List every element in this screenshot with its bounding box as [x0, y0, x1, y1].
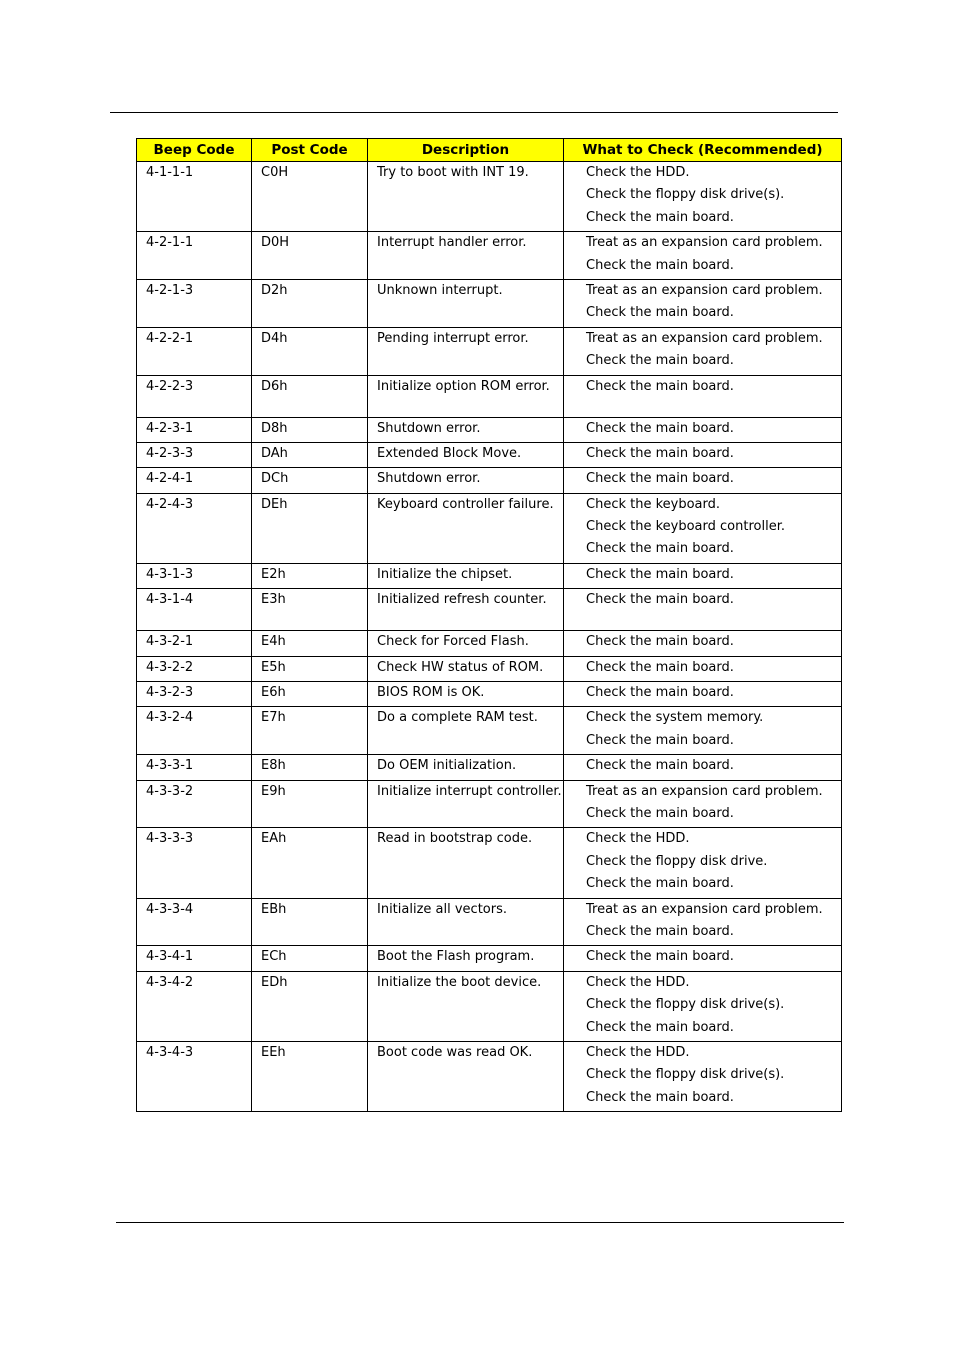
beep-code-cell: 4-3-2-3 [137, 682, 252, 707]
post-code-cell: E9h [252, 780, 368, 828]
description-cell: Check for Forced Flash. [368, 631, 564, 656]
beep-code-cell: 4-2-4-1 [137, 468, 252, 493]
beep-code-cell: 4-2-2-3 [137, 375, 252, 417]
header-description: Description [368, 139, 564, 162]
table-row [137, 1041, 842, 1111]
what-to-check-cell [564, 707, 842, 755]
check-item: Check the main board. [586, 1019, 734, 1035]
description-cell: Initialize all vectors. [368, 898, 564, 946]
post-code-cell: DCh [252, 468, 368, 493]
beep-code-cell: 4-3-4-2 [137, 971, 252, 1041]
check-item: Check the keyboard. [586, 496, 721, 512]
description-cell: Unknown interrupt. [368, 279, 564, 327]
check-item: Check the HDD. [586, 831, 690, 847]
description-cell: Boot code was read OK. [368, 1041, 564, 1111]
header-rule [110, 112, 838, 113]
check-item: Check the main board. [586, 445, 734, 461]
post-code-cell: ECh [252, 946, 368, 971]
post-code-cell: E7h [252, 707, 368, 755]
post-code-cell: D4h [252, 327, 368, 375]
check-item: Check the HDD. [586, 1044, 690, 1060]
what-to-check-cell [564, 279, 842, 327]
beep-code-cell: 4-3-2-2 [137, 656, 252, 681]
check-item: Treat as an expansion card problem. [586, 330, 823, 346]
check-item: Check the floppy disk drive(s). [586, 187, 785, 203]
post-code-cell: D6h [252, 375, 368, 417]
beep-code-cell: 4-3-1-4 [137, 589, 252, 631]
check-item: Check the main board. [586, 592, 734, 608]
beep-code-cell: 4-3-3-1 [137, 755, 252, 780]
what-to-check-cell [564, 468, 842, 493]
check-item: Check the main board. [586, 305, 734, 321]
check-item: Check the main board. [586, 732, 734, 748]
post-code-cell: C0H [252, 162, 368, 232]
check-item: Check the floppy disk drive(s). [586, 1067, 785, 1083]
table-row [137, 442, 842, 467]
description-cell: Pending interrupt error. [368, 327, 564, 375]
description-cell: BIOS ROM is OK. [368, 682, 564, 707]
header-post-code: Post Code [252, 139, 368, 162]
description-cell: Interrupt handler error. [368, 232, 564, 280]
what-to-check-cell [564, 327, 842, 375]
table-row [137, 232, 842, 280]
what-to-check-cell [564, 375, 842, 417]
post-code-cell: DAh [252, 442, 368, 467]
description-cell: Initialize option ROM error. [368, 375, 564, 417]
description-cell: Shutdown error. [368, 417, 564, 442]
table-row [137, 493, 842, 563]
what-to-check-cell [564, 898, 842, 946]
check-item: Check the main board. [586, 876, 734, 892]
description-cell: Do a complete RAM test. [368, 707, 564, 755]
beep-code-cell: 4-1-1-1 [137, 162, 252, 232]
table-body [137, 162, 842, 1112]
table-header-row [137, 139, 842, 162]
check-item: Check the main board. [586, 758, 734, 774]
check-item: Treat as an expansion card problem. [586, 282, 823, 298]
beep-code-cell: 4-2-1-1 [137, 232, 252, 280]
description-cell: Do OEM initialization. [368, 755, 564, 780]
what-to-check-cell [564, 631, 842, 656]
description-cell: Extended Block Move. [368, 442, 564, 467]
check-item: Check the HDD. [586, 165, 690, 180]
beep-code-cell: 4-2-3-1 [137, 417, 252, 442]
check-item: Check the main board. [586, 420, 734, 436]
what-to-check-cell [564, 755, 842, 780]
table-row [137, 828, 842, 898]
beep-code-cell: 4-2-3-3 [137, 442, 252, 467]
beep-code-cell: 4-2-1-3 [137, 279, 252, 327]
check-item: Check the main board. [586, 541, 734, 557]
beep-code-cell: 4-2-4-3 [137, 493, 252, 563]
what-to-check-cell [564, 780, 842, 828]
check-item: Check the main board. [586, 471, 734, 487]
what-to-check-cell [564, 828, 842, 898]
post-code-cell: DEh [252, 493, 368, 563]
what-to-check-cell [564, 232, 842, 280]
footer-rule [116, 1222, 844, 1223]
what-to-check-cell [564, 589, 842, 631]
post-code-cell: EDh [252, 971, 368, 1041]
table-row [137, 375, 842, 417]
table-row [137, 417, 842, 442]
post-code-cell: EBh [252, 898, 368, 946]
description-cell: Boot the Flash program. [368, 946, 564, 971]
description-cell: Check HW status of ROM. [368, 656, 564, 681]
table-row [137, 755, 842, 780]
table-row [137, 279, 842, 327]
check-item: Treat as an expansion card problem. [586, 783, 823, 799]
table-row [137, 707, 842, 755]
beep-code-cell: 4-3-3-4 [137, 898, 252, 946]
beep-code-cell: 4-3-2-4 [137, 707, 252, 755]
table-row [137, 898, 842, 946]
check-item: Treat as an expansion card problem. [586, 901, 823, 917]
check-item: Check the main board. [586, 805, 734, 821]
post-code-cell: E3h [252, 589, 368, 631]
check-item: Check the main board. [586, 1089, 734, 1105]
check-item: Check the main board. [586, 209, 734, 225]
what-to-check-cell [564, 656, 842, 681]
header-what-to-check: What to Check (Recommended) [564, 139, 842, 162]
what-to-check-cell [564, 946, 842, 971]
what-to-check-cell [564, 971, 842, 1041]
table-row [137, 162, 842, 232]
description-cell: Initialize the boot device. [368, 971, 564, 1041]
beep-code-cell: 4-2-2-1 [137, 327, 252, 375]
check-item: Check the system memory. [586, 710, 764, 726]
beep-code-cell: 4-3-4-3 [137, 1041, 252, 1111]
beep-code-cell: 4-3-2-1 [137, 631, 252, 656]
check-item: Check the HDD. [586, 974, 690, 990]
beep-code-table [136, 138, 842, 1112]
check-item: Check the keyboard controller. [586, 519, 785, 535]
table-row [137, 656, 842, 681]
check-item: Treat as an expansion card problem. [586, 235, 823, 251]
description-cell: Initialize the chipset. [368, 563, 564, 588]
check-item: Check the main board. [586, 378, 734, 394]
post-code-cell: E5h [252, 656, 368, 681]
check-item: Check the main board. [586, 566, 734, 582]
what-to-check-cell [564, 493, 842, 563]
description-cell: Read in bootstrap code. [368, 828, 564, 898]
what-to-check-cell [564, 442, 842, 467]
beep-code-cell: 4-3-3-2 [137, 780, 252, 828]
post-code-cell: E8h [252, 755, 368, 780]
table-row [137, 468, 842, 493]
table-row [137, 946, 842, 971]
what-to-check-cell [564, 682, 842, 707]
description-cell: Try to boot with INT 19. [368, 162, 564, 232]
table-row [137, 327, 842, 375]
post-code-cell: D8h [252, 417, 368, 442]
table-row [137, 780, 842, 828]
post-code-cell: E4h [252, 631, 368, 656]
what-to-check-cell [564, 563, 842, 588]
table-row [137, 682, 842, 707]
beep-code-cell: 4-3-1-3 [137, 563, 252, 588]
check-item: Check the main board. [586, 923, 734, 939]
check-item: Check the main board. [586, 634, 734, 650]
table-row [137, 589, 842, 631]
post-code-cell: E2h [252, 563, 368, 588]
description-cell: Keyboard controller failure. [368, 493, 564, 563]
post-code-cell: EAh [252, 828, 368, 898]
post-code-cell: E6h [252, 682, 368, 707]
what-to-check-cell [564, 417, 842, 442]
check-item: Check the main board. [586, 685, 734, 701]
header-beep-code: Beep Code [137, 139, 252, 162]
check-item: Check the floppy disk drive(s). [586, 997, 785, 1013]
description-cell: Initialize interrupt controller. [368, 780, 564, 828]
check-item: Check the main board. [586, 257, 734, 273]
description-cell: Shutdown error. [368, 468, 564, 493]
post-code-cell: D0H [252, 232, 368, 280]
description-cell: Initialized refresh counter. [368, 589, 564, 631]
table-row [137, 971, 842, 1041]
beep-code-cell: 4-3-3-3 [137, 828, 252, 898]
beep-code-cell: 4-3-4-1 [137, 946, 252, 971]
check-item: Check the main board. [586, 949, 734, 965]
what-to-check-cell [564, 162, 842, 232]
check-item: Check the main board. [586, 659, 734, 675]
check-item: Check the floppy disk drive. [586, 853, 768, 869]
table-row [137, 631, 842, 656]
check-item: Check the main board. [586, 353, 734, 369]
what-to-check-cell [564, 1041, 842, 1111]
post-code-cell: D2h [252, 279, 368, 327]
table-row [137, 563, 842, 588]
post-code-cell: EEh [252, 1041, 368, 1111]
